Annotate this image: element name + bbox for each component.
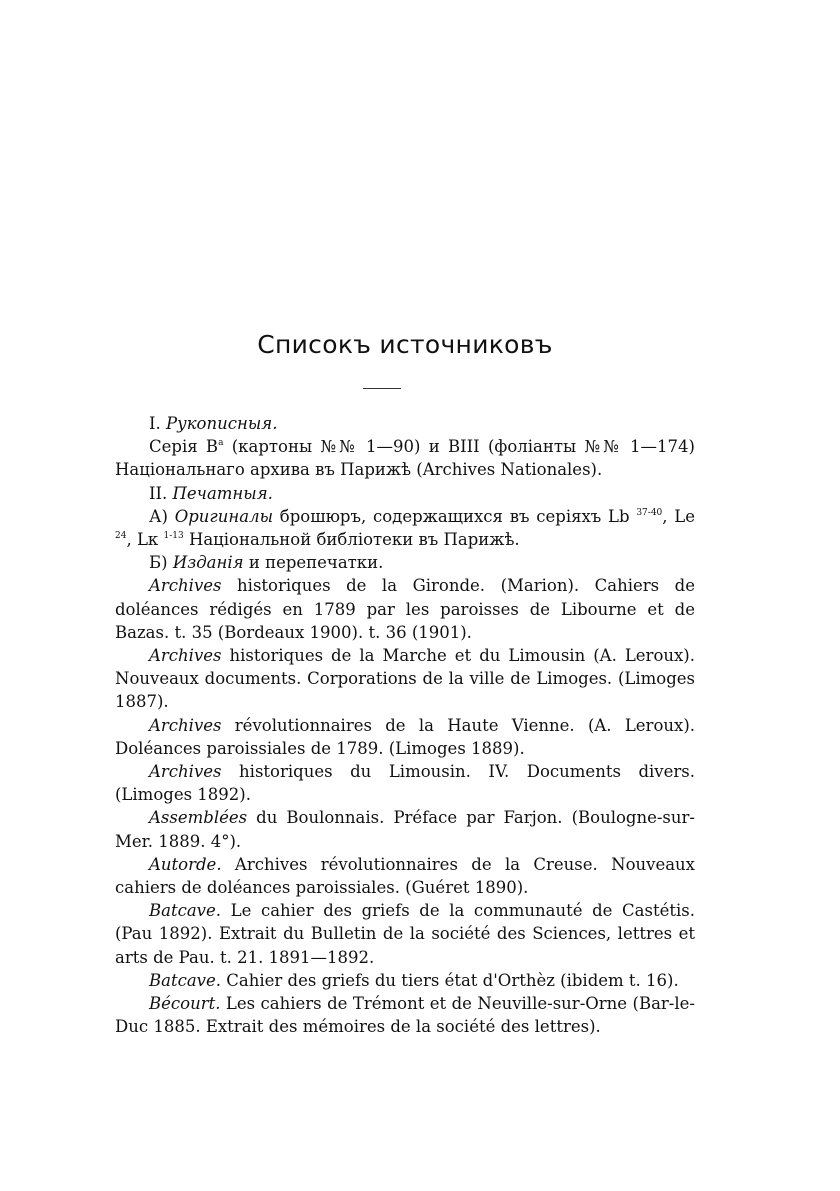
entry-text: historiques du Limousin. IV. Documents divers. (Limoges 1892). (115, 762, 695, 805)
entry-author: Archives (149, 646, 222, 666)
entry-text: Archives révolutionnaires de la Creuse. Nouveaux cahiers de doléances paroissiales. (Guéret 1890). (115, 854, 695, 898)
subsection-originals (115, 505, 695, 551)
entry-text: Les cahiers de Trémont et de Neuville-sur-Orne (Bar-le-Duc 1885. Extrait des mémoires de la société des lettres). (115, 994, 695, 1037)
list-item (115, 992, 695, 1038)
originals-sup-1: 37-40 (636, 507, 663, 518)
originals-text-3: , Lк (126, 530, 164, 550)
originals-text-2: , Le (662, 506, 695, 526)
sources-list (115, 412, 695, 1038)
subsection-prefix: Б) (149, 553, 168, 573)
section-label: Рукописныя. (166, 414, 278, 433)
series-rest: (картоны №№ 1—90) и BIII (фоліанты №№ 1—174) Національнаго архива въ Парижѣ (Archives Nationales). (115, 437, 695, 480)
section-number: I. (149, 414, 161, 433)
section-manuscripts (115, 412, 695, 435)
originals-text-4: Національной библіотеки въ Парижѣ. (183, 530, 520, 550)
entry-author: Archives (149, 576, 222, 596)
entry-author: Autorde. (149, 854, 222, 874)
list-item (115, 644, 695, 714)
entry-text: historiques de la Marche et du Limousin (A. Leroux). Nouveaux documents. Corporations de la ville de Limoges. (Limoges 1887). (115, 646, 695, 712)
entry-author: Bécourt. (149, 994, 221, 1014)
entry-text: Le cahier des griefs de la communauté de Castétis. (Pau 1892). Extrait du Bulletin de la société des Sciences, lettres et arts de Pau. t. 21. 1891—1892. (115, 901, 695, 967)
originals-text-1: брошюръ, содержащихся въ серіяхъ Lb (273, 506, 637, 526)
list-item (115, 806, 695, 852)
list-item (115, 760, 695, 806)
entry-text: historiques de la Gironde. (Marion). Cahiers de doléances rédigés en 1789 par les paroisses de Libourne et de Bazas. t. 35 (Bordeaux 1900). t. 36 (1901). (115, 576, 695, 642)
title-rule (363, 388, 401, 389)
list-item (115, 853, 695, 899)
entry-author: Archives (149, 762, 222, 782)
section-label: Печатныя. (172, 483, 273, 503)
editions-rest: и перепечатки. (243, 553, 384, 573)
entry-text: révolutionnaires de la Haute Vienne. (A. Leroux). Doléances paroissiales de 1789. (Limoges 1889). (115, 715, 695, 758)
subsection-editions (115, 551, 695, 574)
entry-author: Batcave. (149, 901, 222, 921)
list-item (115, 714, 695, 760)
section-printed (115, 482, 695, 505)
entry-author: Batcave. (149, 970, 222, 990)
entry-author: Archives (149, 715, 222, 735)
subsection-label: Оригиналы (174, 506, 274, 526)
series-text: Серія B (149, 437, 219, 457)
section-number: II. (149, 483, 168, 503)
entry-author: Assemblées (149, 808, 248, 828)
page-title: Списокъ источниковъ (257, 330, 553, 359)
subsection-label: Изданія (172, 553, 244, 573)
list-item (115, 969, 695, 992)
archive-series (115, 435, 695, 481)
entry-text: du Boulonnais. Préface par Farjon. (Boulogne-sur-Mer. 1889. 4°). (115, 808, 695, 851)
series-superscript: a (218, 438, 224, 449)
subsection-prefix: А) (149, 506, 168, 526)
originals-sup-3: 1-13 (163, 531, 184, 542)
list-item (115, 574, 695, 644)
originals-sup-2: 24 (115, 531, 127, 542)
list-item (115, 899, 695, 969)
entry-text: Cahier des griefs du tiers état d'Orthèz (ibidem t. 16). (221, 970, 679, 990)
